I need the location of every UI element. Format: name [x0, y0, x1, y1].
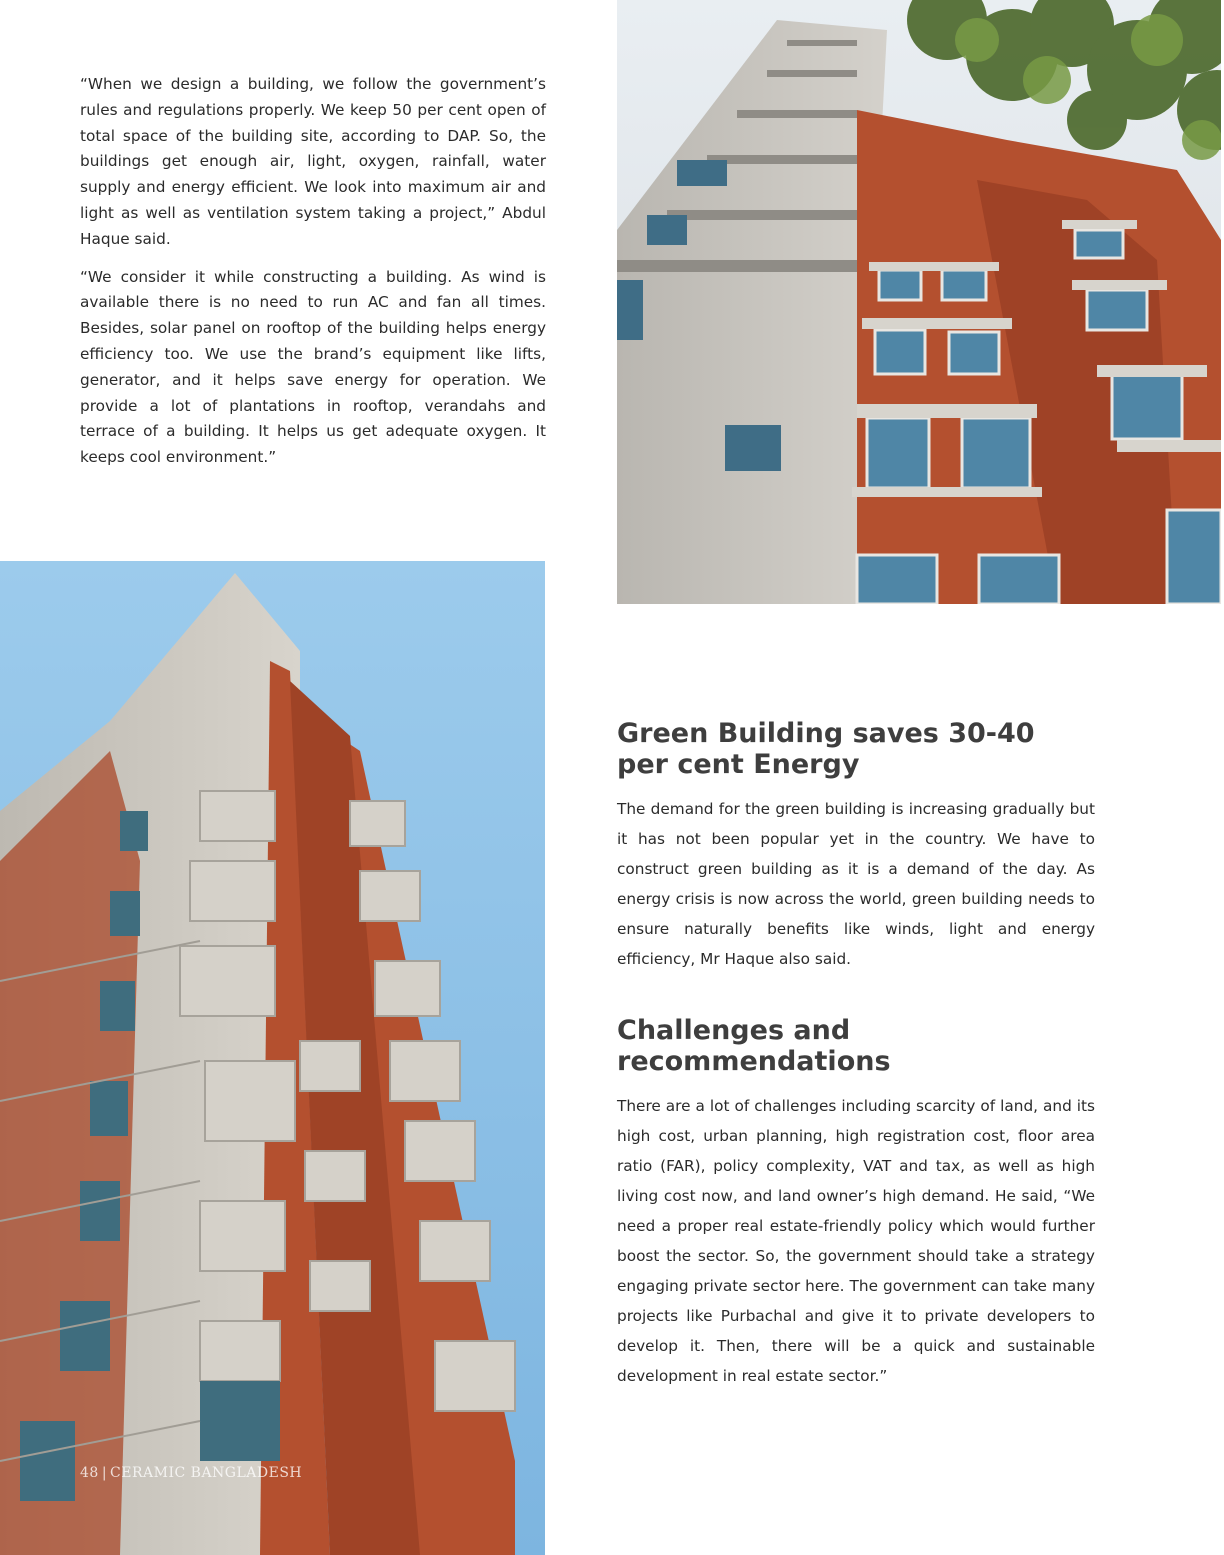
section-body-challenges: There are a lot of challenges including scarcity of land, and its high cost, urban planning, high registration cost, floor area ratio (FAR), policy complexity, VAT and tax, as well as high living cost now, and land owner’s high demand. He said, “We need a proper real estate-friendly policy which would further boost the sector. So, the government should take a strategy engaging private sector here. The government can take many projects like Purbachal and give it to private developers to develop it. Then, there will be a quick and sustainable development in real estate sector.” [617, 1096, 1095, 1386]
page-number: 48 [80, 1465, 99, 1481]
section-heading-green-building [617, 718, 1095, 780]
section-challenges [617, 1015, 1095, 1392]
heading-line: per cent Energy [617, 749, 860, 780]
intro-paragraph-1: “When we design a building, we follow the government’s rules and regulations properly. We keep 50 per cent open of total space of the building site, according to DAP. So, the buildings get enough air, light, oxygen, rainfall, water supply and energy efficient. We look into maximum air and light as well as ventilation system taking a project,” Abdul Haque said. [80, 75, 546, 248]
section-heading-challenges [617, 1015, 1095, 1077]
building-photo-bottom [0, 561, 545, 1555]
intro-quote-block [80, 72, 546, 483]
intro-paragraph-2: “We consider it while constructing a building. As wind is available there is no need to run AC and fan all times. Besides, solar panel on rooftop of the building helps energy efficiency too. We use the brand’s equipment like lifts, generator, and it helps save energy for operation. We provide a lot of plantations in rooftop, verandahs and terrace of a building. It helps us get adequate oxygen. It keeps cool environment.” [80, 267, 546, 467]
publication-name: CERAMIC BANGLADESH [110, 1465, 303, 1481]
section-body-green-building: The demand for the green building is increasing gradually but it has not been popular yet in the country. We have to construct green building as it is a demand of the day. As energy crisis is now across the world, green building needs to ensure naturally benefits like winds, light and energy efficiency, Mr Haque also said. [617, 800, 1095, 969]
heading-line: recommendations [617, 1045, 891, 1077]
footer-separator: | [101, 1465, 108, 1481]
page-footer [80, 1465, 302, 1481]
heading-line: Challenges and [617, 1014, 851, 1046]
section-green-building [617, 718, 1095, 975]
right-column [617, 718, 1095, 1432]
building-photo-top [617, 0, 1221, 604]
heading-line: Green Building saves 30-40 [617, 718, 1035, 749]
